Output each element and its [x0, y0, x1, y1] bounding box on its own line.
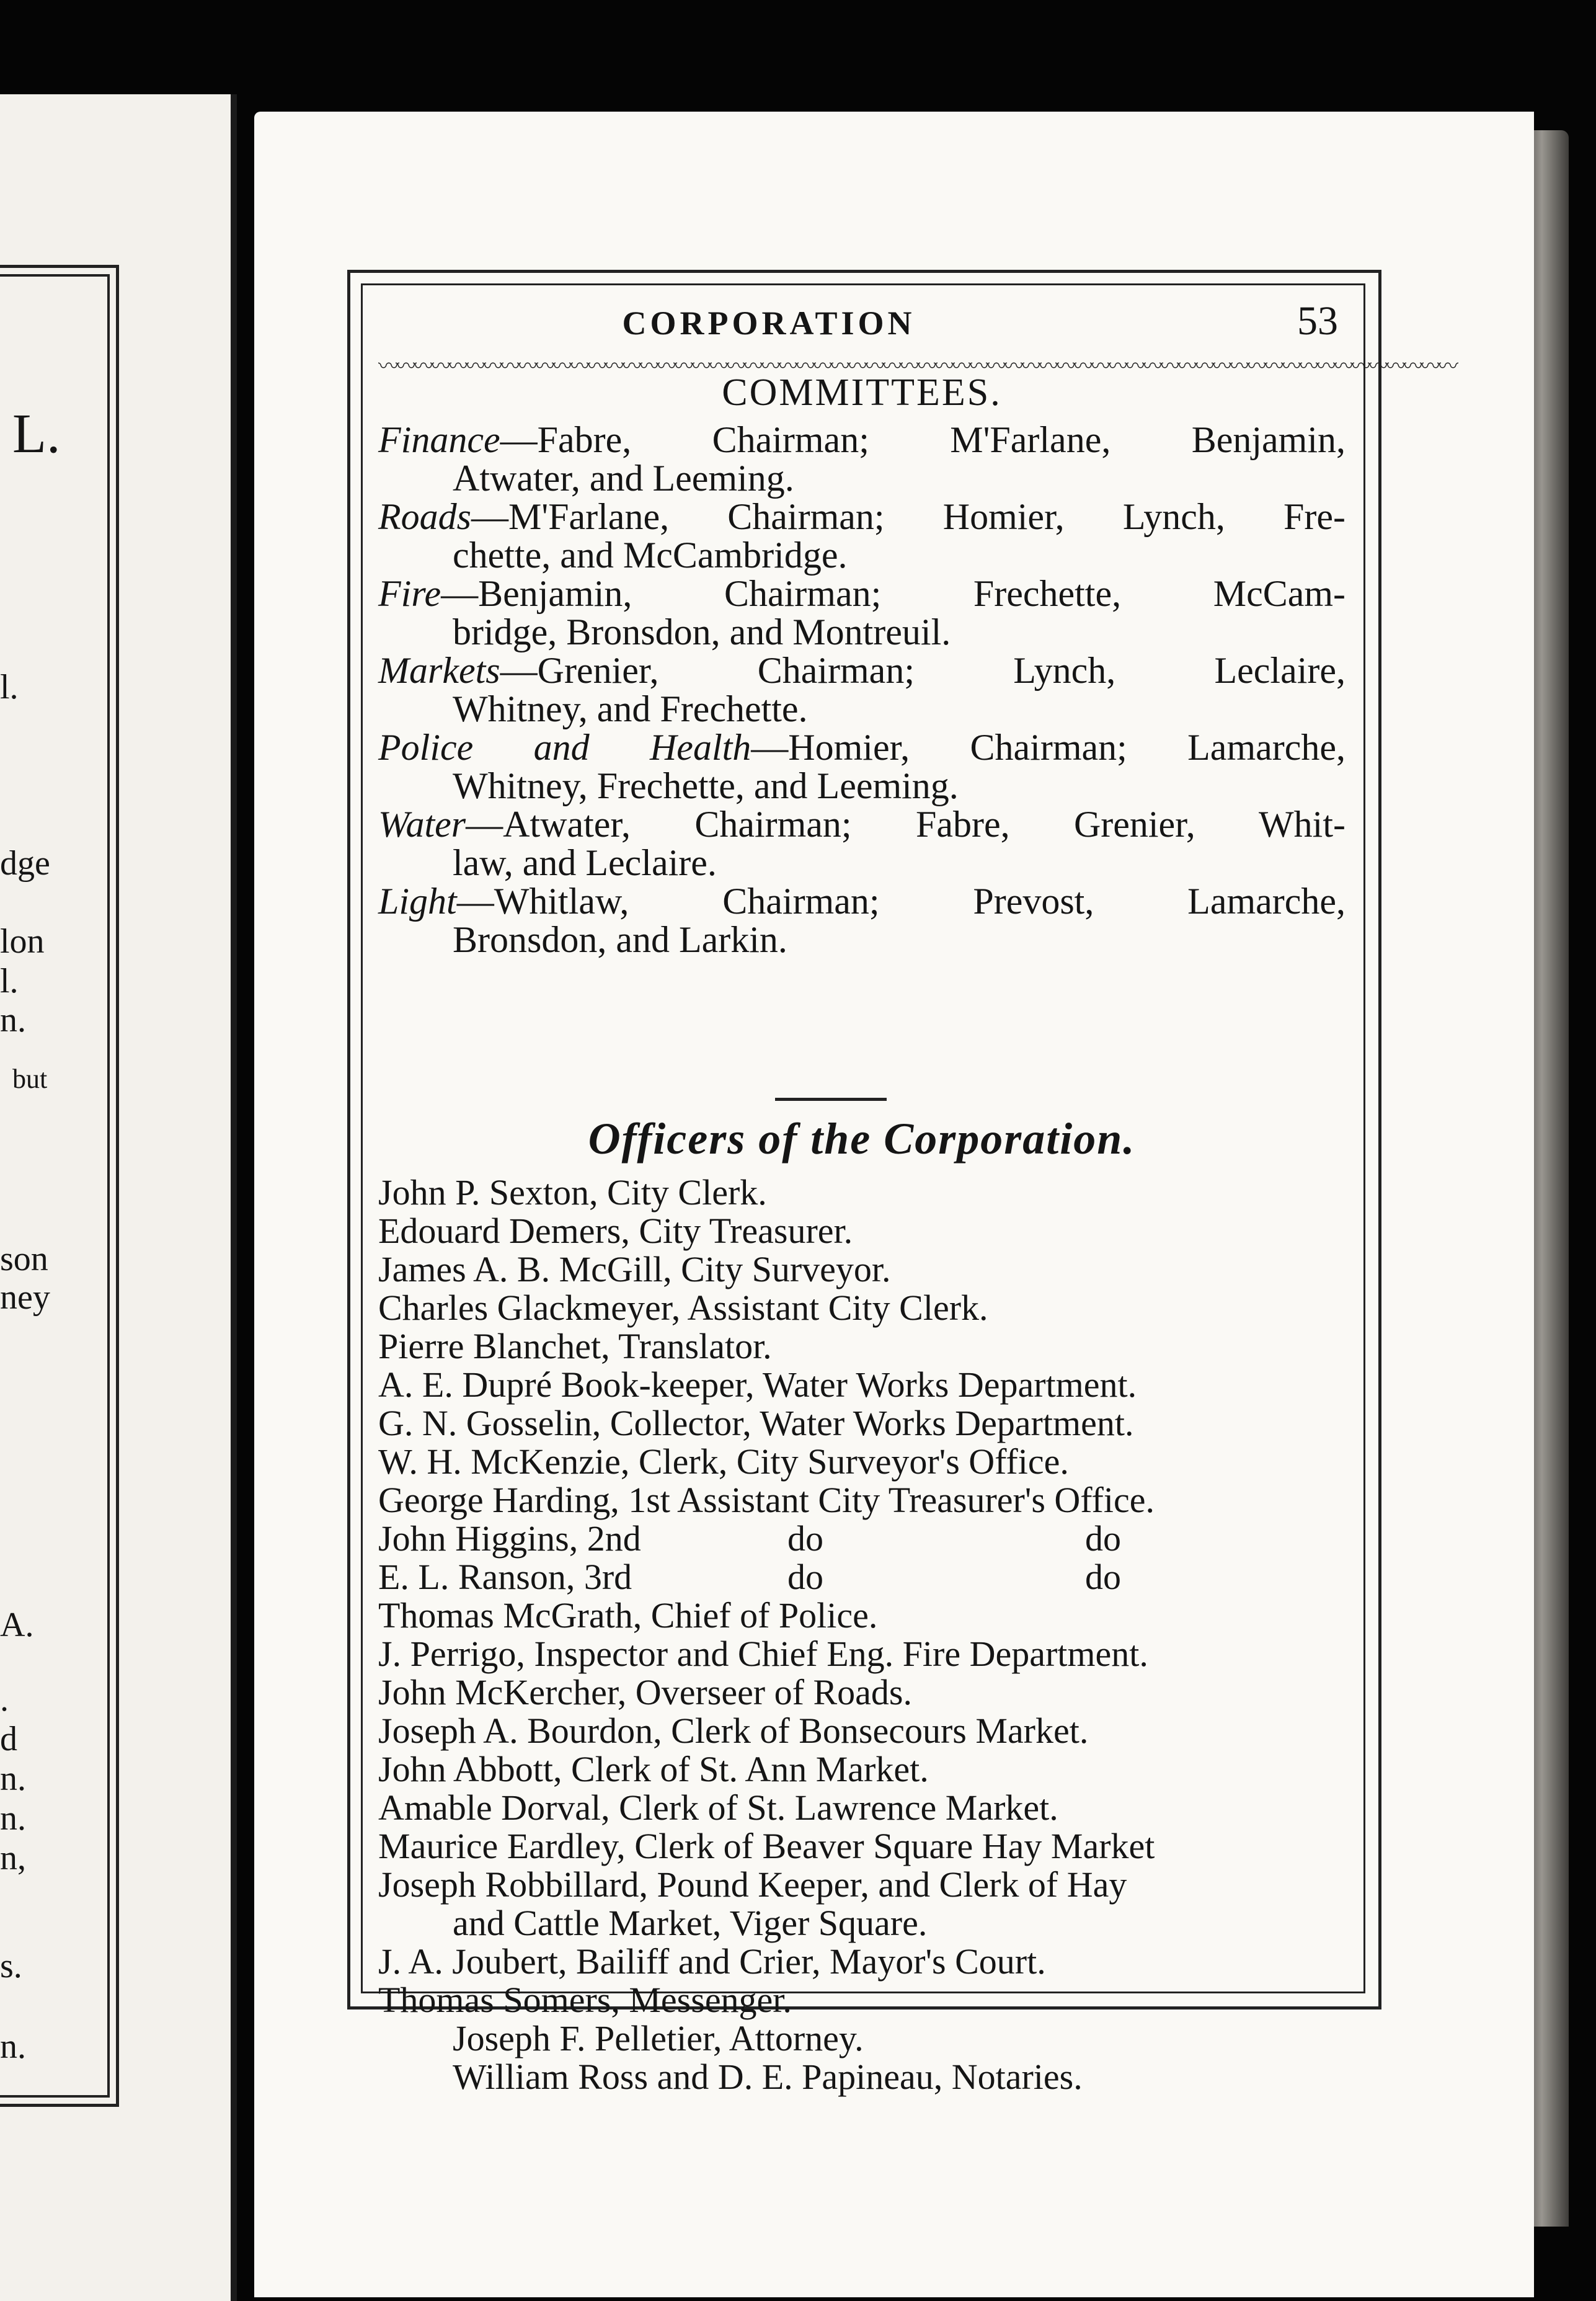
committee-entry [378, 728, 1346, 805]
officer-line: John McKercher, Overseer of Roads. [378, 1672, 912, 1712]
officer-line: J. Perrigo, Inspector and Chief Eng. Fire Department. [378, 1634, 1148, 1674]
committee-members: —Homier, Chairman; Lamarche, [751, 727, 1346, 768]
committee-members-cont: Whitney, Frechette, and Leeming. [453, 765, 959, 806]
left-fragment: son [0, 1240, 48, 1278]
ditto-mark: do [1085, 1557, 1121, 1597]
officer-line: G. N. Gosselin, Collector, Water Works Department. [378, 1403, 1134, 1443]
left-fragment: n. [0, 1001, 26, 1039]
committee-name: Police and Health [378, 727, 751, 768]
committee-name: Finance [378, 419, 500, 460]
committee-name: Water [378, 804, 466, 845]
committee-members-cont: law, and Leclaire. [453, 842, 717, 883]
committee-members-cont: Atwater, and Leeming. [453, 458, 794, 499]
officer-line: Joseph A. Bourdon, Clerk of Bonsecours Market. [378, 1711, 1089, 1751]
officer-line: Thomas Somers, Messenger. [378, 1980, 792, 2020]
left-fragment: ney [0, 1278, 50, 1317]
committee-members: —Grenier, Chairman; Lynch, Leclaire, [500, 650, 1346, 691]
left-fragment: n. [0, 2027, 26, 2066]
committee-entry [378, 805, 1346, 882]
officer-line: John Abbott, Clerk of St. Ann Market. [378, 1749, 929, 1789]
committee-members: —Benjamin, Chairman; Frechette, McCam- [441, 573, 1346, 614]
officer-name: John Higgins, 2nd [378, 1518, 641, 1559]
running-title: CORPORATION [622, 305, 916, 342]
left-fragment: A. [0, 1606, 34, 1644]
officer-line: Pierre Blanchet, Translator. [378, 1326, 772, 1366]
officer-line [378, 1558, 1346, 1596]
ditto-mark: do [787, 1518, 823, 1559]
officer-line [378, 1520, 1346, 1558]
officer-line: James A. B. McGill, City Surveyor. [378, 1249, 891, 1289]
right-page [254, 112, 1534, 2297]
officer-line: J. A. Joubert, Bailiff and Crier, Mayor's Court. [378, 1941, 1046, 1982]
officer-line: W. H. McKenzie, Clerk, City Surveyor's Office. [378, 1441, 1069, 1482]
left-fragment: l. [0, 668, 19, 706]
officers-heading: Officers of the Corporation. [588, 1114, 1136, 1164]
section-rule [775, 1098, 887, 1101]
committee-members: —Fabre, Chairman; M'Farlane, Benjamin, [500, 419, 1346, 460]
ditto-mark: do [1085, 1518, 1121, 1559]
left-fragment: s. [0, 1947, 22, 1985]
officer-name: E. L. Ranson, 3rd [378, 1557, 632, 1597]
committee-members: —Atwater, Chairman; Fabre, Grenier, Whit- [466, 804, 1346, 845]
left-fragment: n. [0, 1799, 26, 1838]
committee-members: —M'Farlane, Chairman; Homier, Lynch, Fre- [471, 496, 1346, 537]
left-fragment: d [0, 1720, 17, 1758]
left-fragment: l. [0, 962, 19, 1000]
page-number: 53 [1297, 298, 1338, 344]
committee-name: Roads [378, 496, 471, 537]
officer-line: John P. Sexton, City Clerk. [378, 1172, 767, 1213]
page-content [378, 298, 1455, 2097]
running-head [378, 298, 1346, 347]
officer-line: Amable Dorval, Clerk of St. Lawrence Market. [378, 1787, 1058, 1828]
officer-line: Thomas McGrath, Chief of Police. [378, 1595, 878, 1636]
left-fragment: dge [0, 844, 50, 883]
committee-name: Fire [378, 573, 441, 614]
left-fragment: lon [0, 922, 45, 961]
committee-members-cont: Whitney, and Frechette. [453, 688, 808, 729]
committee-entry [378, 497, 1346, 574]
committee-entry [378, 421, 1346, 497]
officer-line: Joseph Robbillard, Pound Keeper, and Clerk of Hay [378, 1864, 1127, 1905]
left-fragment: L. [12, 403, 61, 465]
committee-name: Markets [378, 650, 500, 691]
left-fragment: but [12, 1064, 48, 1094]
officer-line: and Cattle Market, Viger Square. [453, 1903, 928, 1943]
officer-line: A. E. Dupré Book-keeper, Water Works Department. [378, 1364, 1137, 1405]
committee-entry [378, 574, 1346, 651]
committee-members-cont: chette, and McCambridge. [453, 535, 848, 576]
committee-entry [378, 651, 1346, 728]
committee-name: Light [378, 881, 457, 922]
left-page [0, 94, 237, 2301]
ditto-mark: do [787, 1557, 823, 1597]
officer-line: Charles Glackmeyer, Assistant City Clerk. [378, 1288, 988, 1328]
committee-members-cont: Bronsdon, and Larkin. [453, 919, 787, 960]
committee-entry [378, 882, 1346, 959]
committees-heading: COMMITTEES. [722, 372, 1002, 414]
committee-members: —Whitlaw, Chairman; Prevost, Lamarche, [456, 881, 1346, 922]
officer-line: Maurice Eardley, Clerk of Beaver Square Hay Market [378, 1826, 1155, 1866]
officer-line: Joseph F. Pelletier, Attorney. [453, 2018, 864, 2058]
officer-line: George Harding, 1st Assistant City Treasurer's Office. [378, 1480, 1155, 1520]
left-fragment: n, [0, 1839, 26, 1877]
left-fragment: n. [0, 1760, 26, 1798]
officer-line: Edouard Demers, City Treasurer. [378, 1211, 853, 1251]
officer-line: William Ross and D. E. Papineau, Notaries. [453, 2057, 1083, 2097]
committee-members-cont: bridge, Bronsdon, and Montreuil. [453, 612, 951, 652]
wavy-rule: 〰〰〰〰〰〰〰〰〰〰〰〰〰〰〰〰〰〰〰〰〰〰〰〰〰〰〰〰〰〰〰〰〰〰〰〰〰〰〰〰〰〰〰〰〰〰〰〰〰〰〰〰〰〰〰〰〰〰〰〰〰〰 [378, 355, 1455, 378]
left-fragment: . [0, 1680, 9, 1719]
